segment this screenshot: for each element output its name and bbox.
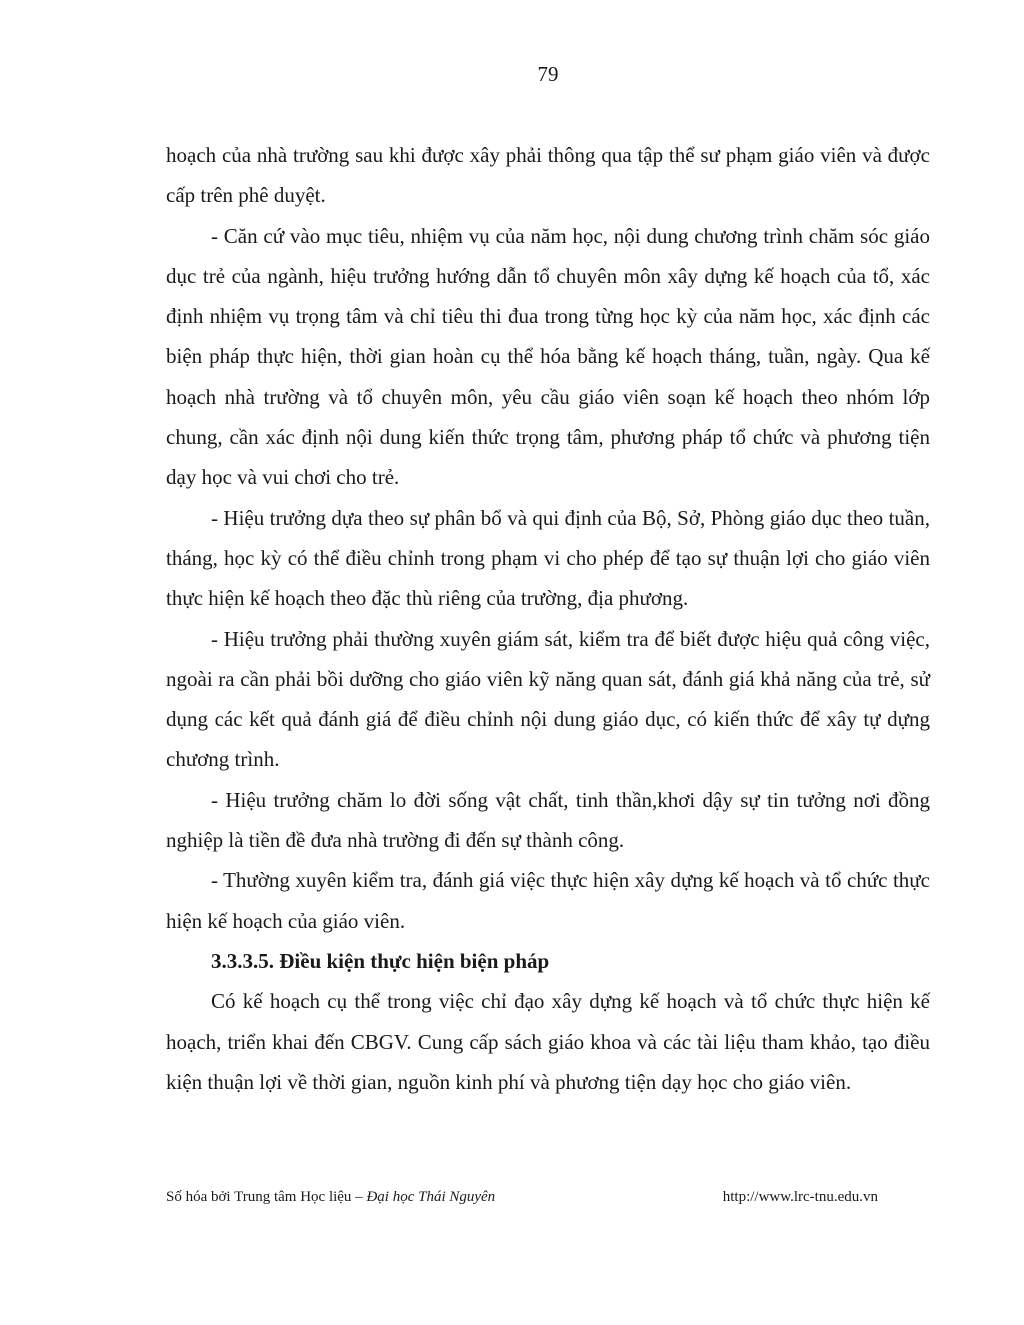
document-body — [166, 135, 930, 1102]
footer-url[interactable]: http://www.lrc-tnu.edu.vn — [722, 1189, 878, 1205]
section-heading: 3.3.3.5. Điều kiện thực hiện biện pháp — [211, 948, 550, 973]
paragraph: - Thường xuyên kiểm tra, đánh giá việc thực hiện xây dựng kế hoạch và tổ chức thực hiện kế hoạch của giáo viên. — [166, 868, 930, 933]
footer-source-university: Đại học Thái Nguyên — [366, 1189, 496, 1205]
paragraph: - Căn cứ vào mục tiêu, nhiệm vụ của năm học, nội dung chương trình chăm sóc giáo dục trẻ của ngành, hiệu trưởng hướng dẫn tổ chuyên môn xây dựng kế hoạch của tổ, xác định nhiệm vụ trọng tâm và chỉ tiêu thi đua trong từng học kỳ của năm học, xác định các biện pháp thực hiện, thời gian hoàn cụ thể hóa bằng kế hoạch tháng, tuần, ngày. Qua kế hoạch nhà trường và tổ chuyên môn, yêu cầu giáo viên soạn kế hoạch theo nhóm lớp chung, cần xác định nội dung kiến thức trọng tâm, phương pháp tổ chức và phương tiện dạy học và vui chơi cho trẻ. — [166, 223, 930, 490]
paragraph: - Hiệu trưởng chăm lo đời sống vật chất, tinh thần,khơi dậy sự tin tưởng nơi đồng nghiệp là tiền đề đưa nhà trường đi đến sự thành công. — [166, 787, 930, 853]
page-footer — [166, 1186, 878, 1208]
paragraph-continuation: hoạch của nhà trường sau khi được xây phải thông qua tập thể sư phạm giáo viên và được cấp trên phê duyệt. — [166, 143, 930, 208]
footer-source — [166, 1186, 495, 1208]
footer-source-prefix: Số hóa bởi Trung tâm Học liệu – — [166, 1189, 367, 1205]
paragraph: - Hiệu trưởng dựa theo sự phân bổ và qui định của Bộ, Sở, Phòng giáo dục theo tuần, tháng, học kỳ có thể điều chỉnh trong phạm vi cho phép để tạo sự thuận lợi cho giáo viên thực hiện kế hoạch theo đặc thù riêng của trường, địa phương. — [166, 505, 930, 611]
page-number: 79 — [537, 62, 559, 86]
paragraph: - Hiệu trưởng phải thường xuyên giám sát, kiểm tra để biết được hiệu quả công việc, ngoài ra cần phải bồi dưỡng cho giáo viên kỹ năng quan sát, đánh giá khả năng của trẻ, sử dụng các kết quả đánh giá để điều chỉnh nội dung giáo dục, có kiến thức để xây tự dựng chương trình. — [166, 626, 930, 772]
paragraph: Có kế hoạch cụ thể trong việc chỉ đạo xây dựng kế hoạch và tổ chức thực hiện kế hoạch, triển khai đến CBGV. Cung cấp sách giáo khoa và các tài liệu tham khảo, tạo điều kiện thuận lợi về thời gian, nguồn kinh phí và phương tiện dạy học cho giáo viên. — [166, 989, 930, 1094]
